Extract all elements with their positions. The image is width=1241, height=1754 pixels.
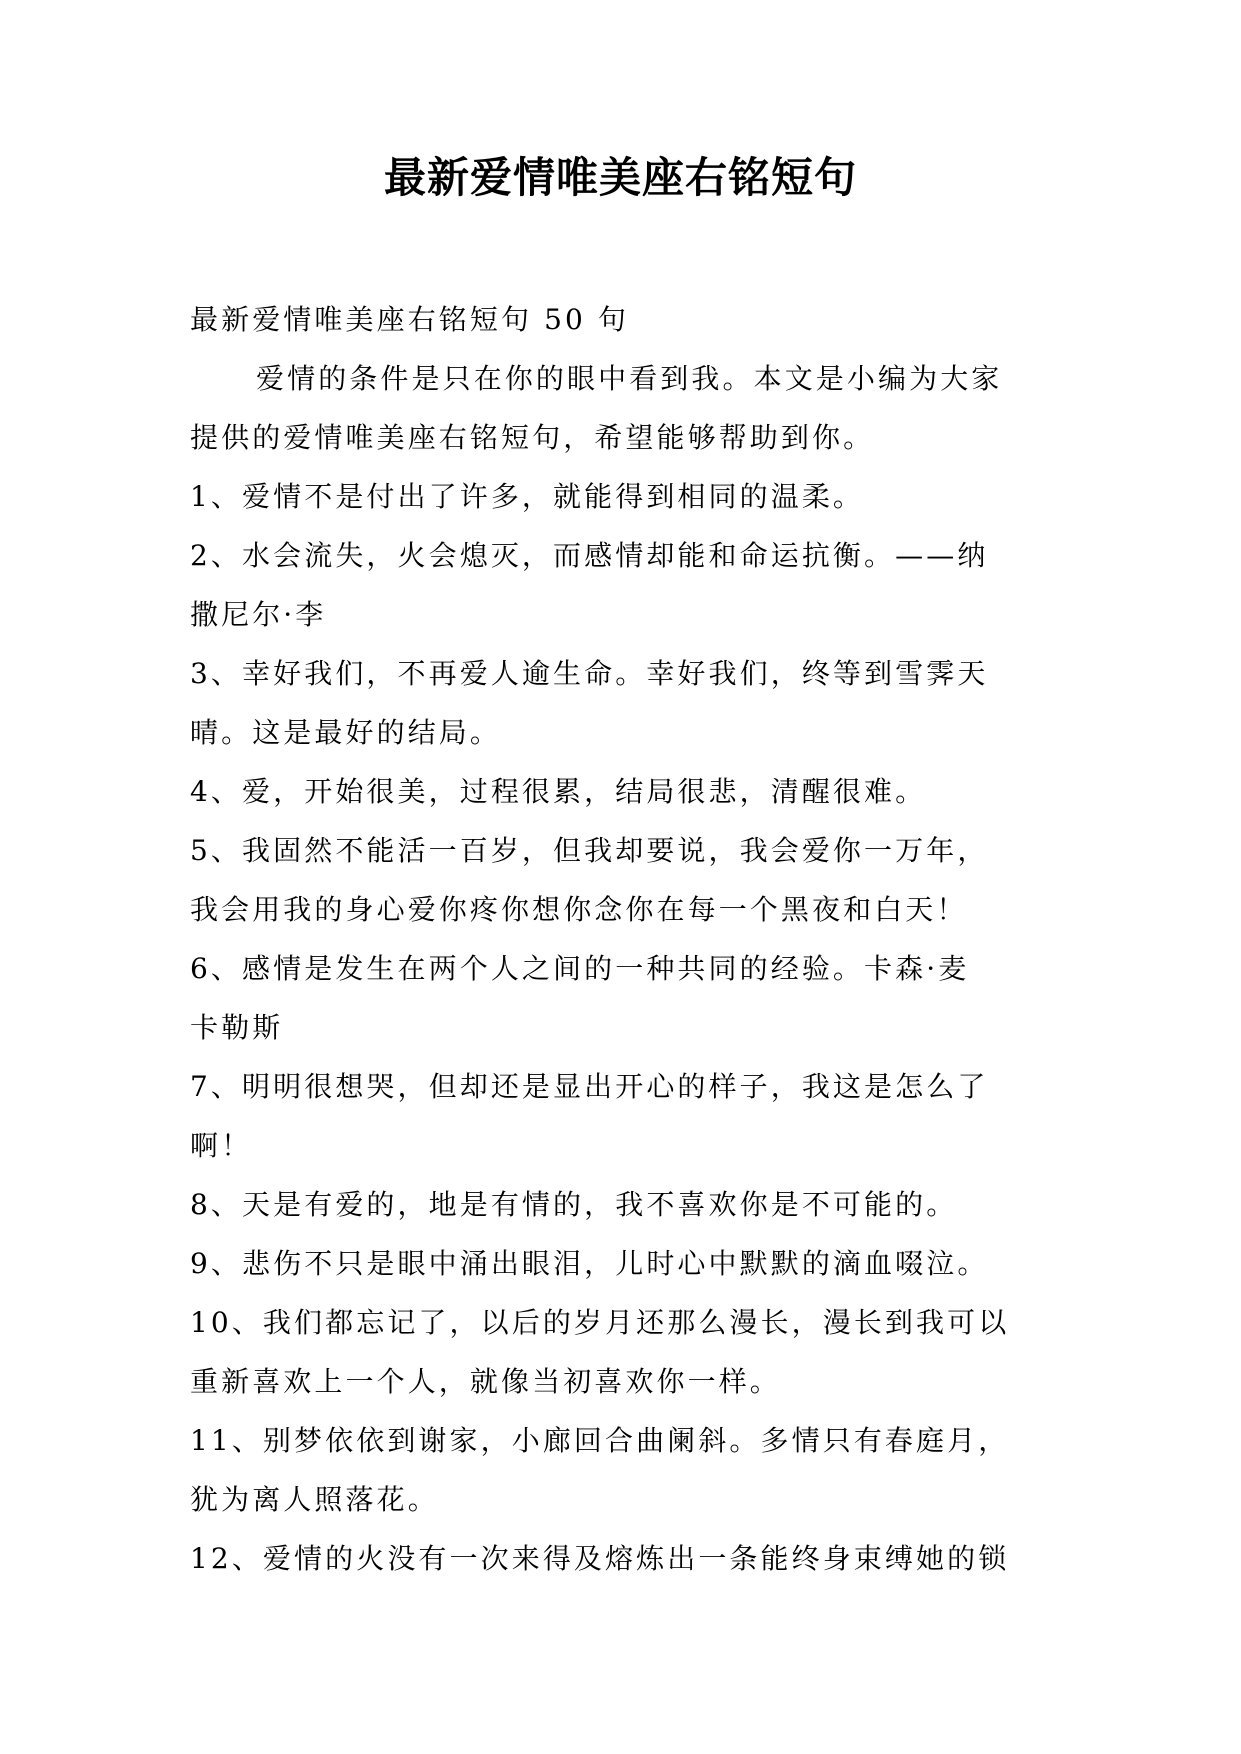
quote-line: 晴。这是最好的结局。 bbox=[190, 716, 502, 749]
quote-line: 11、别梦依依到谢家，小廊回合曲阑斜。多情只有春庭月， bbox=[190, 1424, 1010, 1457]
quote-line: 1、爱情不是付出了许多，就能得到相同的温柔。 bbox=[190, 480, 865, 513]
quote-line: 撒尼尔·李 bbox=[190, 598, 327, 631]
document-body bbox=[190, 290, 1070, 1588]
quote-line: 5、我固然不能活一百岁，但我却要说，我会爱你一万年， bbox=[190, 834, 989, 867]
quote-line: 8、天是有爱的，地是有情的，我不喜欢你是不可能的。 bbox=[190, 1188, 958, 1221]
intro-line: 提供的爱情唯美座右铭短句，希望能够帮助到你。 bbox=[190, 421, 875, 454]
quote-line: 啊！ bbox=[190, 1129, 253, 1162]
quote-line: 12、爱情的火没有一次来得及熔炼出一条能终身束缚她的锁 bbox=[190, 1542, 1010, 1575]
quote-line: 我会用我的身心爱你疼你想你念你在每一个黑夜和白天！ bbox=[190, 893, 968, 926]
document-title: 最新爱情唯美座右铭短句 bbox=[383, 153, 857, 202]
quote-line: 9、悲伤不只是眼中涌出眼泪，儿时心中默默的滴血啜泣。 bbox=[190, 1247, 989, 1280]
quote-line: 重新喜欢上一个人，就像当初喜欢你一样。 bbox=[190, 1365, 781, 1398]
quote-line: 6、感情是发生在两个人之间的一种共同的经验。卡森·麦 bbox=[190, 952, 970, 985]
quote-line: 3、幸好我们，不再爱人逾生命。幸好我们，终等到雪霁天 bbox=[190, 657, 989, 690]
quote-line: 2、水会流失，火会熄灭，而感情却能和命运抗衡。——纳 bbox=[190, 539, 989, 572]
quote-line: 卡勒斯 bbox=[190, 1011, 284, 1044]
quote-line: 犹为离人照落花。 bbox=[190, 1483, 439, 1516]
subtitle-line: 最新爱情唯美座右铭短句 50 句 bbox=[190, 303, 630, 336]
quote-line: 7、明明很想哭，但却还是显出开心的样子，我这是怎么了 bbox=[190, 1070, 989, 1103]
intro-line: 爱情的条件是只在你的眼中看到我。本文是小编为大家 bbox=[256, 362, 1003, 395]
quote-line: 4、爱，开始很美，过程很累，结局很悲，清醒很难。 bbox=[190, 775, 927, 808]
quote-line: 10、我们都忘记了，以后的岁月还那么漫长，漫长到我可以 bbox=[190, 1306, 1010, 1339]
